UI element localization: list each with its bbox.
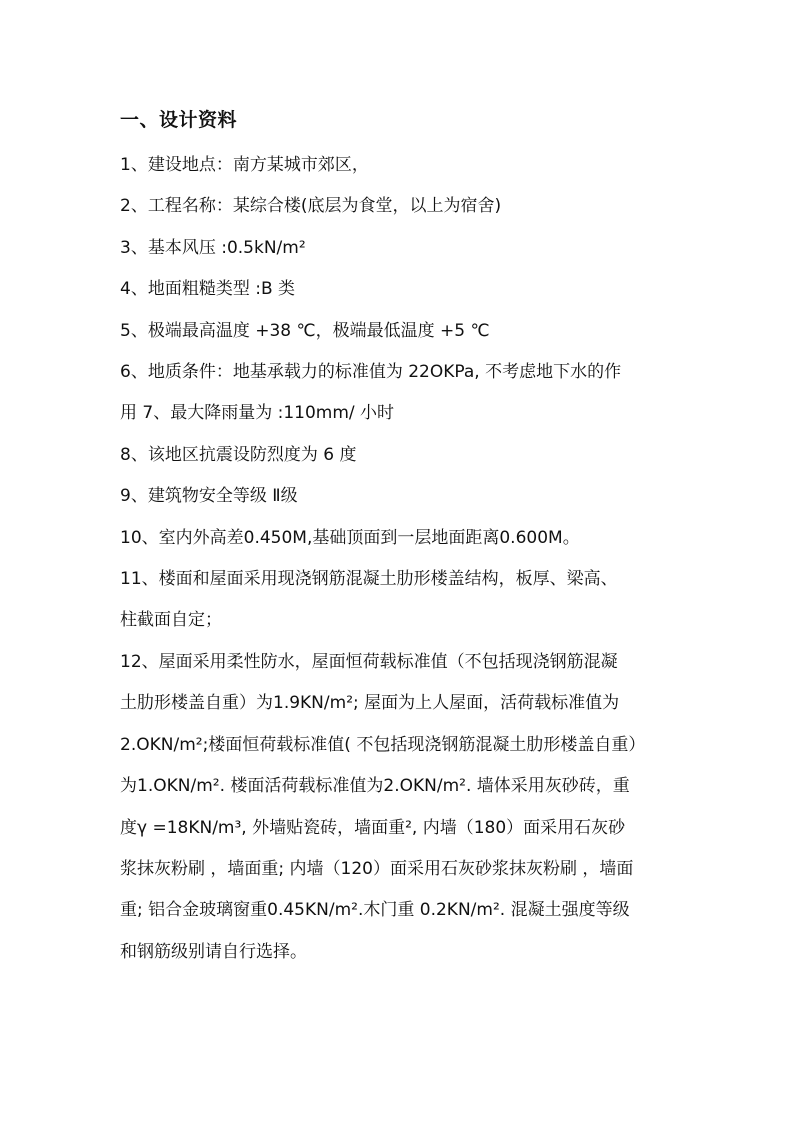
item-line: 度γ =18KN/m³, 外墙贴瓷砖，墙面重², 内墙（180）面采用石灰砂 xyxy=(120,817,626,838)
item-line: 用 7、最大降雨量为 :110mm/ 小时 xyxy=(120,403,395,424)
item-line: 1、建设地点：南方某城市郊区， xyxy=(120,155,369,175)
item-9 xyxy=(120,476,695,517)
section-heading: 一、设计资料 xyxy=(120,109,238,131)
item-3 xyxy=(120,228,695,269)
item-12 xyxy=(120,642,695,973)
item-6 xyxy=(120,352,695,435)
item-1 xyxy=(120,145,695,186)
item-line: 12、屋面采用柔性防水，屋面恒荷载标准值（不包括现浇钢筋混凝 xyxy=(120,651,618,672)
item-line: 柱截面自定； xyxy=(120,610,222,631)
item-8 xyxy=(120,435,695,476)
item-line: 9、建筑物安全等级 Ⅱ级 xyxy=(120,486,298,507)
document-page xyxy=(120,104,695,973)
item-line: 2.OKN/m²;楼面恒荷载标准值( 不包括现浇钢筋混凝土肋形楼盖自重） xyxy=(120,734,646,755)
item-line: 10、室内外高差0.450M,基础顶面到一层地面距离0.600M。 xyxy=(120,527,580,548)
item-line: 3、基本风压 :0.5kN/m² xyxy=(120,237,306,258)
item-10 xyxy=(120,518,695,559)
item-line: 8、该地区抗震设防烈度为 6 度 xyxy=(120,444,357,465)
item-line: 11、楼面和屋面采用现浇钢筋混凝土肋形楼盖结构，板厚、梁高、 xyxy=(120,569,618,590)
item-line: 土肋形楼盖自重）为1.9KN/m²; 屋面为上人屋面，活荷载标准值为 xyxy=(120,693,620,714)
item-line: 6、地质条件：地基承载力的标准值为 22OKPa, 不考虑地下水的作 xyxy=(120,362,622,383)
item-line: 2、工程名称：某综合楼(底层为食堂，以上为宿舍) xyxy=(120,196,502,217)
item-11 xyxy=(120,559,695,642)
item-line: 和钢筋级别请自行选择。 xyxy=(120,941,307,962)
item-4 xyxy=(120,269,695,310)
item-2 xyxy=(120,186,695,227)
item-line: 4、地面粗糙类型 :B 类 xyxy=(120,279,296,300)
item-line: 为1.OKN/m². 楼面活荷载标准值为2.OKN/m². 墙体采用灰砂砖，重 xyxy=(120,776,630,797)
item-line: 重; 铝合金玻璃窗重0.45KN/m².木门重 0.2KN/m². 混凝土强度等级 xyxy=(120,900,630,921)
item-line: 浆抹灰粉刷 ，墙面重; 内墙（120）面采用石灰砂浆抹灰粉刷 ，墙面 xyxy=(120,858,634,879)
item-line: 5、极端最高温度 +38 ℃，极端最低温度 +5 ℃ xyxy=(120,320,490,341)
item-5 xyxy=(120,311,695,352)
